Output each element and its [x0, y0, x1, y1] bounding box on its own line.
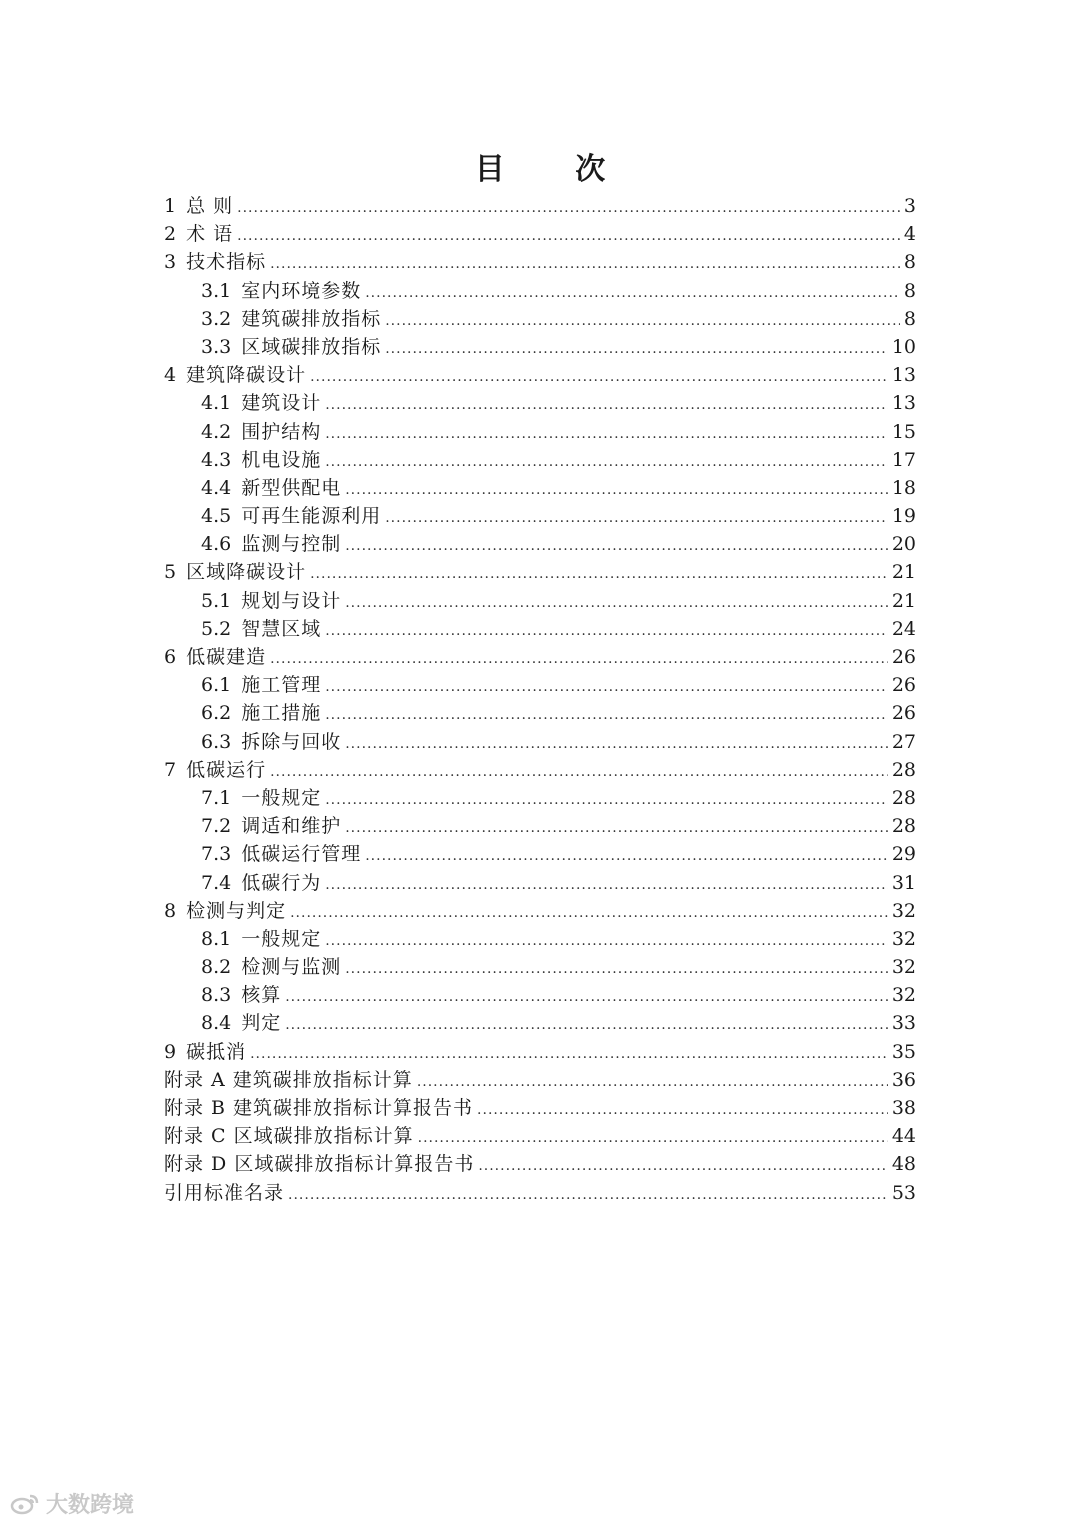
toc-dot-leader	[325, 701, 888, 729]
toc-entry-page: 36	[891, 1068, 916, 1091]
toc-entry[interactable]	[164, 248, 916, 276]
toc-entry[interactable]	[164, 953, 916, 981]
toc-entry-number: 7.3	[201, 843, 232, 866]
toc-entry-number: 3	[164, 251, 177, 274]
toc-entry-title: 附录 A 建筑碳排放指标计算	[164, 1068, 413, 1091]
toc-entry-title: 低碳行为	[241, 871, 322, 894]
toc-entry-page: 44	[891, 1125, 916, 1148]
toc-entry-number: 4.6	[201, 533, 232, 556]
toc-entry-page: 32	[891, 956, 916, 979]
table-of-contents	[164, 192, 916, 1207]
toc-entry-number: 8	[164, 899, 177, 922]
toc-entry-number: 6.1	[201, 674, 232, 697]
toc-dot-leader	[385, 307, 900, 335]
toc-entry-number: 2	[164, 223, 177, 246]
toc-entry-number: 5	[164, 561, 177, 584]
toc-dot-leader	[345, 955, 888, 983]
toc-entry[interactable]	[164, 981, 916, 1009]
toc-dot-leader	[325, 673, 888, 701]
toc-entry-page: 8	[903, 307, 916, 330]
toc-entry[interactable]	[164, 869, 916, 897]
toc-entry[interactable]	[164, 925, 916, 953]
toc-dot-leader	[478, 1152, 887, 1180]
toc-entry-page: 33	[891, 1012, 916, 1035]
toc-entry[interactable]	[164, 192, 916, 220]
toc-entry-page: 29	[891, 843, 916, 866]
toc-entry-number: 7	[164, 758, 177, 781]
toc-entry-title: 检测与判定	[186, 899, 287, 922]
toc-entry[interactable]	[164, 728, 916, 756]
toc-entry-number: 8.4	[201, 1012, 232, 1035]
toc-dot-leader	[345, 814, 888, 842]
toc-dot-leader	[345, 532, 888, 560]
toc-entry-title: 建筑降碳设计	[186, 364, 307, 387]
toc-dot-leader	[325, 617, 888, 645]
toc-entry[interactable]	[164, 1066, 916, 1094]
toc-entry-page: 20	[891, 533, 916, 556]
toc-entry-page: 10	[891, 335, 916, 358]
toc-entry-page: 19	[891, 505, 916, 528]
toc-entry[interactable]	[164, 699, 916, 727]
toc-entry-number: 4.2	[201, 420, 232, 443]
toc-entry-title: 新型供配电	[241, 476, 342, 499]
toc-entry-number: 8.1	[201, 927, 232, 950]
toc-entry-title: 附录 B 建筑碳排放指标计算报告书	[164, 1097, 474, 1119]
weibo-logo-icon	[10, 1493, 40, 1515]
toc-entry-title: 围护结构	[241, 420, 322, 443]
toc-entry-page: 15	[891, 420, 916, 443]
toc-entry-page: 26	[891, 646, 916, 668]
toc-dot-leader	[288, 1181, 888, 1209]
toc-entry-page: 32	[891, 927, 916, 950]
toc-entry-title: 建筑碳排放指标	[241, 307, 382, 330]
toc-entry[interactable]	[164, 333, 916, 361]
toc-entry-title: 检测与监测	[241, 956, 342, 979]
toc-dot-leader	[345, 730, 888, 758]
toc-entry-number: 4.5	[201, 505, 232, 528]
toc-entry-page: 24	[891, 617, 916, 640]
watermark-text: 大数跨境	[46, 1493, 135, 1518]
toc-entry-title: 一般规定	[241, 786, 322, 809]
toc-entry-title: 拆除与回收	[241, 730, 342, 753]
toc-entry[interactable]	[164, 1150, 916, 1178]
toc-entry-page: 28	[891, 786, 916, 809]
toc-entry-page: 38	[891, 1097, 916, 1119]
toc-dot-leader	[345, 476, 888, 504]
toc-entry[interactable]	[164, 305, 916, 333]
toc-entry-page: 28	[891, 815, 916, 838]
toc-entry-page: 3	[903, 195, 916, 217]
toc-entry-title: 机电设施	[241, 448, 322, 471]
toc-entry-title: 施工管理	[241, 674, 322, 697]
toc-entry-title: 总 则	[186, 195, 234, 217]
toc-entry-page: 48	[891, 1153, 916, 1176]
toc-entry[interactable]	[164, 558, 916, 586]
toc-entry-page: 18	[891, 476, 916, 499]
toc-entry-title: 建筑设计	[241, 392, 322, 415]
toc-dot-leader	[325, 420, 888, 448]
toc-entry-page: 21	[891, 561, 916, 584]
toc-entry-page: 21	[891, 589, 916, 612]
toc-dot-leader	[345, 589, 888, 617]
toc-dot-leader	[418, 1124, 888, 1152]
toc-entry-title: 规划与设计	[241, 589, 342, 612]
toc-entry-title: 室内环境参数	[241, 279, 362, 302]
toc-entry-title: 一般规定	[241, 927, 322, 950]
toc-entry-number: 4.3	[201, 448, 232, 471]
toc-entry-page: 26	[891, 674, 916, 697]
toc-entry-title: 低碳运行	[186, 758, 267, 781]
toc-entry[interactable]	[164, 784, 916, 812]
toc-dot-leader	[285, 1011, 888, 1039]
toc-entry-number: 5.1	[201, 589, 232, 612]
toc-dot-leader	[250, 1040, 888, 1068]
toc-entry-number: 3.3	[201, 335, 232, 358]
toc-entry-number: 4.1	[201, 392, 232, 415]
toc-entry-title: 低碳建造	[186, 646, 267, 668]
toc-dot-leader	[237, 222, 900, 250]
toc-entry-page: 26	[891, 702, 916, 725]
toc-entry-number: 1	[164, 195, 177, 217]
toc-dot-leader	[237, 194, 900, 222]
toc-entry-title: 判定	[241, 1012, 282, 1035]
toc-entry-page: 32	[891, 899, 916, 922]
toc-entry[interactable]	[164, 587, 916, 615]
toc-dot-leader	[325, 871, 888, 899]
toc-entry-number: 7.4	[201, 871, 232, 894]
toc-entry-title: 区域降碳设计	[186, 561, 307, 584]
toc-entry[interactable]	[164, 389, 916, 417]
toc-entry[interactable]	[164, 474, 916, 502]
toc-entry[interactable]	[164, 530, 916, 558]
toc-dot-leader	[270, 758, 888, 786]
toc-dot-leader	[325, 786, 888, 814]
toc-dot-leader	[417, 1068, 888, 1096]
toc-entry-title: 施工措施	[241, 702, 322, 725]
toc-dot-leader	[310, 363, 888, 391]
toc-dot-leader	[365, 279, 900, 307]
watermark	[10, 1488, 134, 1519]
toc-entry[interactable]	[164, 418, 916, 446]
toc-entry-title: 附录 D 区域碳排放指标计算报告书	[164, 1153, 475, 1176]
toc-entry[interactable]	[164, 1179, 916, 1207]
toc-entry-page: 53	[891, 1181, 916, 1204]
toc-entry-title: 术 语	[186, 223, 234, 246]
toc-entry-page: 32	[891, 984, 916, 1007]
toc-entry[interactable]	[164, 1122, 916, 1150]
toc-entry-page: 4	[903, 223, 916, 246]
toc-dot-leader	[385, 504, 888, 532]
toc-entry-number: 6	[164, 646, 177, 668]
toc-entry[interactable]	[164, 277, 916, 305]
toc-entry-number: 7.1	[201, 786, 232, 809]
toc-dot-leader	[325, 448, 888, 476]
toc-dot-leader	[290, 899, 888, 927]
toc-entry[interactable]	[164, 361, 916, 389]
toc-entry-title: 可再生能源利用	[241, 505, 382, 528]
toc-dot-leader	[285, 983, 888, 1011]
toc-dot-leader	[385, 335, 888, 363]
toc-entry[interactable]	[164, 615, 916, 643]
page-title: 目 次	[474, 152, 636, 188]
toc-entry-title: 附录 C 区域碳排放指标计算	[164, 1125, 414, 1148]
toc-entry-page: 28	[891, 758, 916, 781]
toc-dot-leader	[365, 842, 888, 870]
toc-entry-title: 智慧区域	[241, 617, 322, 640]
toc-entry-number: 6.2	[201, 702, 232, 725]
toc-entry[interactable]	[164, 840, 916, 868]
toc-entry-number: 3.2	[201, 307, 232, 330]
toc-entry-title: 引用标准名录	[164, 1181, 285, 1204]
toc-entry-page: 8	[903, 279, 916, 302]
toc-entry[interactable]	[164, 671, 916, 699]
toc-entry-title: 低碳运行管理	[241, 843, 362, 866]
toc-entry-title: 技术指标	[186, 251, 267, 274]
toc-entry-number: 6.3	[201, 730, 232, 753]
toc-entry[interactable]	[164, 643, 916, 671]
toc-entry-title: 区域碳排放指标	[241, 335, 382, 358]
toc-entry-title: 监测与控制	[241, 533, 342, 556]
toc-entry-page: 31	[891, 871, 916, 894]
toc-entry-number: 4	[164, 364, 177, 387]
toc-entry[interactable]	[164, 446, 916, 474]
toc-entry-page: 13	[891, 364, 916, 387]
toc-entry[interactable]	[164, 502, 916, 530]
toc-entry-page: 8	[903, 251, 916, 274]
toc-entry-number: 7.2	[201, 815, 232, 838]
toc-entry-title: 调适和维护	[241, 815, 342, 838]
toc-dot-leader	[310, 560, 888, 588]
toc-entry-number: 8.2	[201, 956, 232, 979]
toc-entry[interactable]	[164, 1038, 916, 1066]
toc-entry[interactable]	[164, 756, 916, 784]
toc-dot-leader	[325, 927, 888, 955]
toc-dot-leader	[270, 250, 900, 278]
toc-entry-page: 17	[891, 448, 916, 471]
toc-entry-number: 3.1	[201, 279, 232, 302]
toc-entry[interactable]	[164, 220, 916, 248]
toc-entry[interactable]	[164, 1094, 916, 1122]
toc-entry[interactable]	[164, 812, 916, 840]
toc-entry-title: 核算	[241, 984, 282, 1007]
toc-entry[interactable]	[164, 1009, 916, 1037]
toc-dot-leader	[477, 1096, 888, 1124]
toc-entry-number: 8.3	[201, 984, 232, 1007]
toc-entry-title: 碳抵消	[186, 1040, 247, 1063]
toc-entry-page: 13	[891, 392, 916, 415]
toc-entry-number: 4.4	[201, 476, 232, 499]
toc-entry-number: 9	[164, 1040, 177, 1063]
toc-entry[interactable]	[164, 897, 916, 925]
toc-dot-leader	[270, 645, 888, 673]
toc-entry-page: 35	[891, 1040, 916, 1063]
toc-dot-leader	[325, 391, 888, 419]
toc-entry-page: 27	[891, 730, 916, 753]
toc-entry-number: 5.2	[201, 617, 232, 640]
